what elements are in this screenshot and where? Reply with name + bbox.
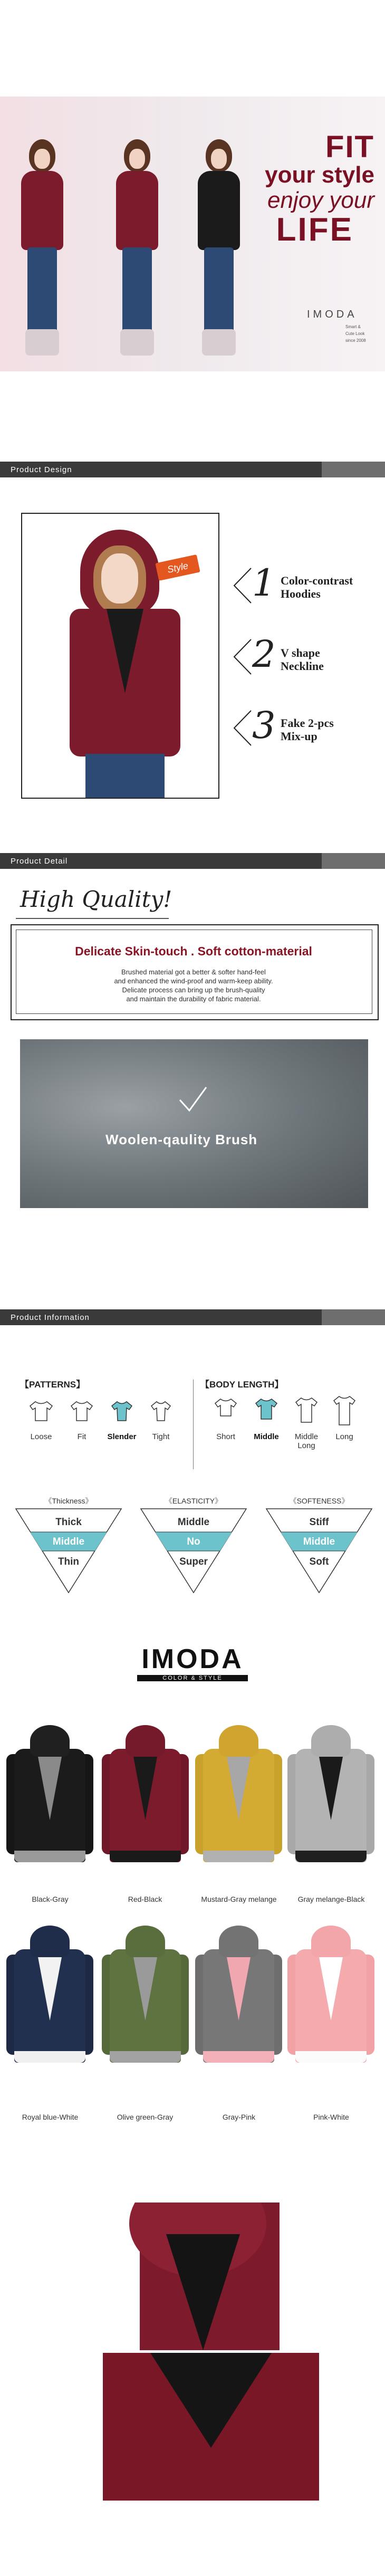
chevron-left-icon: [232, 638, 253, 675]
scale-bottom-value: Thin: [57, 1556, 80, 1567]
feature-label: Fake 2-pcs Mix-up: [281, 716, 334, 743]
body-length-title: 【BODY LENGTH】: [200, 1380, 284, 1390]
divider: [193, 1380, 194, 1469]
feature-number: 3: [252, 704, 276, 747]
pattern-label: Tight: [152, 1432, 170, 1441]
hoodie-gray-black: [287, 1725, 374, 1862]
hero-model-2: [105, 139, 169, 361]
hero-brand-tagline: Smart &: [345, 324, 361, 329]
high-quality-heading: High Quality!: [20, 886, 172, 912]
shirt-short-icon: [214, 1398, 238, 1420]
hero-brand-tagline: Cute Look: [345, 331, 365, 336]
elasticity-scale: 《ELASTICITY》 Middle No Super: [138, 1496, 249, 1596]
pattern-label: Loose: [30, 1432, 52, 1441]
section-bar-detail: [0, 853, 385, 869]
hoodie-black-gray: [6, 1725, 93, 1862]
hero-model-1: [11, 139, 74, 361]
body-length-label: Short: [216, 1432, 235, 1441]
color-label: Olive green-Gray: [117, 2113, 174, 2121]
scale-selected-value: No: [187, 1536, 200, 1547]
vneck-closeup-photo: [103, 2353, 319, 2501]
scale-selected-value: Middle: [303, 1536, 335, 1547]
scale-bottom-value: Soft: [309, 1556, 329, 1567]
woolen-fabric-photo: [20, 1039, 368, 1208]
detail-description-line: Delicate process can bring up the brush-quality: [122, 986, 265, 994]
hoodie-red-black: [102, 1725, 189, 1862]
color-label: Mustard-Gray melange: [201, 1895, 277, 1903]
hoodie-gray-pink: [195, 1926, 282, 2063]
scale-selected-value: Middle: [52, 1536, 85, 1547]
scale-top-value: Thick: [55, 1517, 82, 1528]
tshirt-icon: [29, 1401, 53, 1422]
body-length-label: Middle Long: [294, 1432, 319, 1450]
section-title: Product Design: [11, 465, 72, 474]
color-label: Red-Black: [128, 1895, 162, 1903]
section-bar-information: [0, 1309, 385, 1325]
body-length-label-selected: Middle: [254, 1432, 279, 1441]
scale-top-value: Stiff: [309, 1517, 329, 1528]
imoda-logo-tagline: COLOR & STYLE: [137, 1675, 248, 1681]
hero-brand-logo: IMODA: [307, 309, 358, 320]
tshirt-icon: [110, 1401, 134, 1422]
hood-closeup-photo: [66, 2202, 280, 2350]
hero-slogan-enjoy: enjoy your: [267, 187, 374, 213]
imoda-logo: IMODA: [141, 1644, 244, 1674]
feature-label: V shape Neckline: [281, 646, 324, 673]
color-label: Pink-White: [313, 2113, 349, 2121]
pattern-label: Fit: [77, 1432, 86, 1441]
hoodie-pink-white: [287, 1926, 374, 2063]
divider: [16, 918, 169, 919]
scale-top-value: Middle: [177, 1517, 210, 1528]
hero-slogan-your-style: your style: [265, 162, 374, 188]
tshirt-icon: [70, 1401, 94, 1422]
color-label: Black-Gray: [32, 1895, 69, 1903]
feature-number: 1: [252, 561, 276, 605]
detail-description-line: and maintain the durability of fabric material.: [126, 995, 261, 1003]
color-label: Gray melange-Black: [297, 1895, 365, 1903]
section-title: Product Detail: [11, 857, 68, 866]
woolen-caption: Woolen-qaulity Brush: [105, 1132, 258, 1147]
thickness-scale: 《Thickness》 Thick Middle Thin: [13, 1496, 124, 1596]
scale-bottom-value: Super: [179, 1556, 208, 1567]
shirt-middle-long-icon: [294, 1397, 319, 1424]
tshirt-icon: [149, 1401, 173, 1422]
body-length-label: Long: [335, 1432, 353, 1441]
style-tag-badge: Style: [155, 554, 200, 581]
hero-model-3: [187, 139, 251, 361]
hoodie-mustard-gray: [195, 1725, 282, 1862]
hoodie-olive-green-gray: [102, 1926, 189, 2063]
pattern-label-selected: Slender: [107, 1432, 137, 1441]
color-label: Royal blue-White: [22, 2113, 79, 2121]
detail-description-line: Brushed material got a better & softer hand-feel: [121, 968, 266, 976]
patterns-title: 【PATTERNS】: [20, 1380, 85, 1390]
section-bar-design: [0, 462, 385, 477]
hero-brand-tagline: since 2008: [345, 338, 366, 343]
feature-label: Color-contrast Hoodies: [281, 574, 353, 601]
chevron-left-icon: [232, 567, 253, 604]
checkmark-icon: [177, 1084, 208, 1116]
section-title: Product Information: [11, 1313, 90, 1322]
detail-description-line: and enhanced the wind-proof and warm-keep ability.: [114, 977, 273, 985]
softness-scale: 《SOFTENESS》 Stiff Middle Soft: [264, 1496, 374, 1596]
design-photo-frame: [21, 513, 219, 799]
shirt-long-icon: [332, 1395, 357, 1427]
hoodie-royal-blue-white: [6, 1926, 93, 2063]
detail-title: Delicate Skin-touch . Soft cotton-material: [75, 944, 312, 958]
color-label: Gray-Pink: [222, 2113, 256, 2121]
chevron-left-icon: [232, 710, 253, 746]
hero-slogan-life: LIFE: [276, 212, 353, 248]
hero-slogan-fit: FIT: [325, 130, 374, 164]
feature-number: 2: [252, 633, 276, 676]
shirt-middle-icon: [254, 1398, 278, 1422]
